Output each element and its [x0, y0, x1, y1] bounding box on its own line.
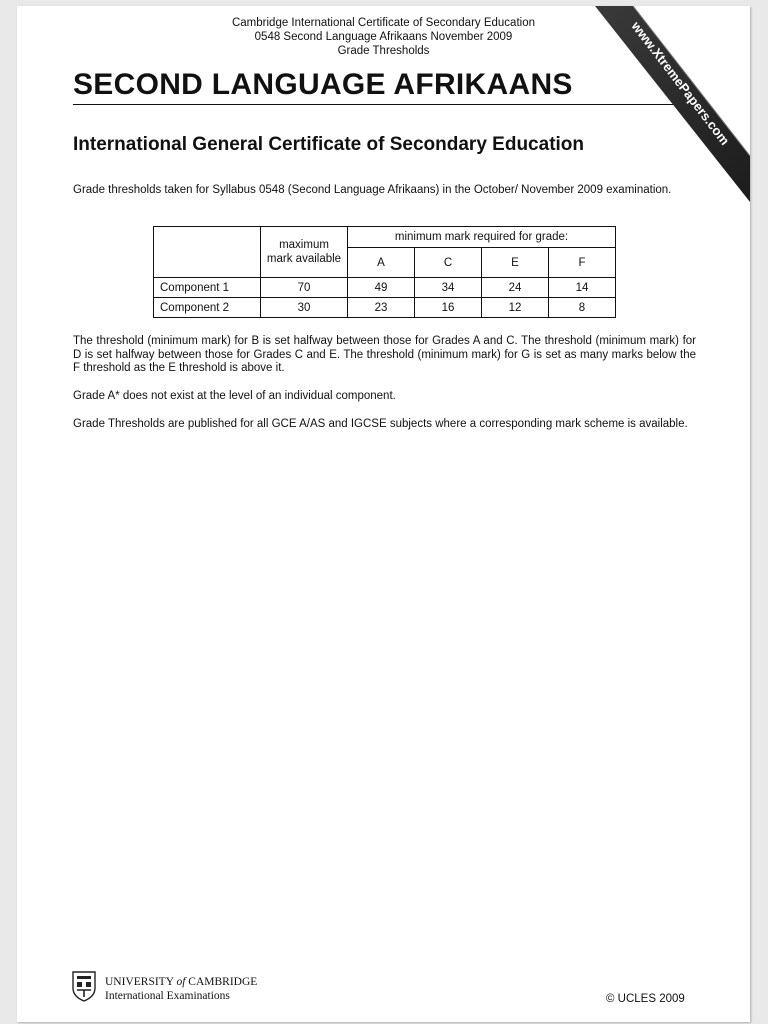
- publication-note: Grade Thresholds are published for all GCE A/AS and IGCSE subjects where a corresponding mark scheme is available.: [73, 418, 688, 430]
- threshold-note: The threshold (minimum mark) for B is set halfway between those for Grades A and C. The threshold (minimum mark) for D is set halfway between those for Grades C and E. The threshold (minimum mark) for G is set as many marks below the F threshold as the E threshold is above it.: [73, 335, 696, 374]
- corner-ribbon[interactable]: [537, 6, 750, 220]
- header-line-1: Cambridge International Certificate of Secondary Education: [231, 17, 535, 29]
- grade-cell-a: 49: [348, 278, 415, 298]
- empty-header-cell: [154, 227, 261, 278]
- intro-paragraph: Grade thresholds taken for Syllabus 0548 (Second Language Afrikaans) in the October/ November 2009 examination.: [73, 184, 672, 196]
- document-page: [17, 6, 750, 1022]
- copyright-notice: © UCLES 2009: [606, 993, 685, 1005]
- document-subtitle: International General Certificate of Secondary Education: [73, 134, 585, 155]
- cambridge-logo: [71, 970, 258, 1002]
- grade-threshold-table: [153, 226, 616, 318]
- grade-header-a: A: [348, 248, 415, 278]
- cambridge-crest-icon: [71, 970, 97, 1002]
- ribbon-text: www.XtremePapers.com: [628, 18, 733, 148]
- grade-cell-f: 14: [549, 278, 616, 298]
- university-suffix: CAMBRIDGE: [185, 976, 258, 988]
- international-examinations: International Examinations: [105, 990, 230, 1002]
- table-row: [154, 298, 616, 318]
- min-mark-header: minimum mark required for grade:: [348, 227, 616, 248]
- university-name: [105, 975, 257, 1003]
- grade-a-star-note: Grade A* does not exist at the level of an individual component.: [73, 390, 396, 402]
- grade-cell-c: 16: [415, 298, 482, 318]
- university-of: of: [176, 976, 186, 988]
- grade-header-c: C: [415, 248, 482, 278]
- table-row: [154, 278, 616, 298]
- ribbon-graphic: [537, 6, 750, 220]
- max-mark-cell: 30: [261, 298, 348, 318]
- university-prefix: UNIVERSITY: [105, 976, 177, 988]
- max-mark-header: maximum mark available: [261, 227, 348, 278]
- grade-cell-a: 23: [348, 298, 415, 318]
- grade-cell-e: 12: [482, 298, 549, 318]
- grade-cell-c: 34: [415, 278, 482, 298]
- table-header-row: [154, 227, 616, 248]
- header-line-2: 0548 Second Language Afrikaans November 2009: [254, 31, 513, 43]
- grade-cell-f: 8: [549, 298, 616, 318]
- row-label: Component 2: [154, 298, 261, 318]
- document-title: SECOND LANGUAGE AFRIKAANS: [73, 68, 573, 101]
- max-mark-cell: 70: [261, 278, 348, 298]
- grade-header-e: E: [482, 248, 549, 278]
- header-line-3: Grade Thresholds: [337, 45, 430, 57]
- row-label: Component 1: [154, 278, 261, 298]
- grade-header-f: F: [549, 248, 616, 278]
- grade-cell-e: 24: [482, 278, 549, 298]
